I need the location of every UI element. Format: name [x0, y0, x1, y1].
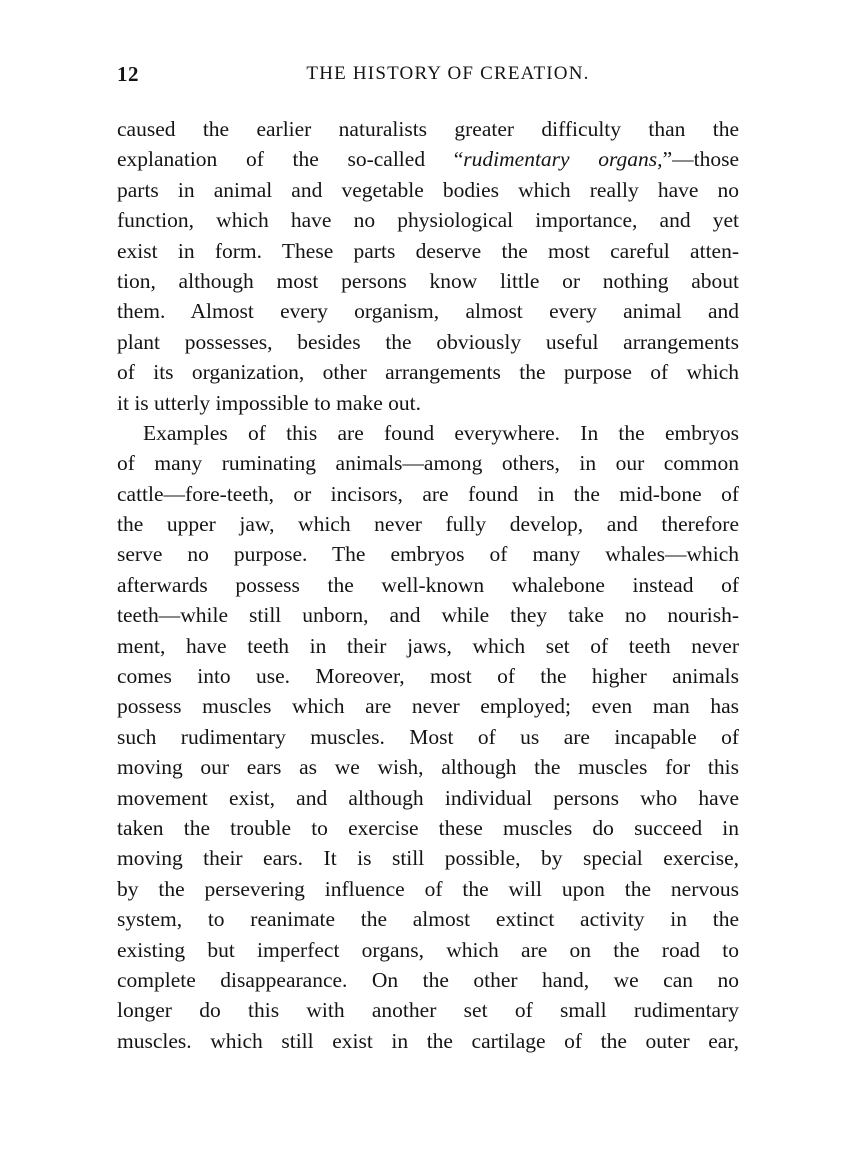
- text-line: system, to reanimate the almost extinct activity in the: [117, 907, 739, 932]
- text-line: comes into use. Moreover, most of the higher animals: [117, 664, 739, 689]
- body-text: [117, 114, 739, 1056]
- paragraph-1: [117, 114, 739, 418]
- text-line: exist in form. These parts deserve the most careful atten-: [117, 238, 739, 263]
- text-line: tion, although most persons know little or nothing about: [117, 268, 739, 293]
- text-line: function, which have no physiological importance, and yet: [117, 208, 739, 233]
- paragraph-2: [117, 418, 739, 1056]
- text-line: movement exist, and although individual persons who have: [117, 785, 739, 810]
- text-line: ment, have teeth in their jaws, which set of teeth never: [117, 633, 739, 658]
- text-line: muscles. which still exist in the cartilage of the outer ear,: [117, 1028, 739, 1053]
- text-line: it is utterly impossible to make out.: [117, 390, 421, 415]
- text-line: caused the earlier naturalists greater difficulty than the: [117, 117, 739, 141]
- text-line: taken the trouble to exercise these muscles do succeed in: [117, 815, 739, 840]
- text-line: teeth—while still unborn, and while they take no nourish-: [117, 603, 739, 628]
- running-title: THE HISTORY OF CREATION.: [306, 63, 590, 84]
- text-line: the upper jaw, which never fully develop, and therefore: [117, 512, 739, 537]
- text-line: of many ruminating animals—among others, in our common: [117, 451, 739, 476]
- text-line: by the persevering influence of the will upon the nervous: [117, 876, 739, 901]
- text-line: of its organization, other arrangements the purpose of which: [117, 360, 739, 385]
- italic-term: rudimentary organs,: [463, 147, 663, 172]
- text-line: serve no purpose. The embryos of many whales—which: [117, 542, 739, 567]
- page-number: 12: [117, 62, 139, 86]
- text-line: parts in animal and vegetable bodies which really have no: [117, 177, 739, 202]
- text-line: such rudimentary muscles. Most of us are incapable of: [117, 724, 739, 749]
- text-line: complete disappearance. On the other hand, we can no: [117, 967, 739, 992]
- text-line: them. Almost every organism, almost every animal and: [117, 299, 739, 324]
- text-line-with-italic: [117, 144, 739, 174]
- text-fragment: explanation of the so-called “: [117, 147, 464, 172]
- running-head: [117, 62, 739, 90]
- text-line: plant possesses, besides the obviously useful arrangements: [117, 329, 739, 354]
- text-fragment: ”—those: [662, 147, 739, 172]
- text-line: longer do this with another set of small rudimentary: [117, 998, 739, 1023]
- text-line: moving their ears. It is still possible, by special exercise,: [117, 846, 739, 871]
- text-line: moving our ears as we wish, although the muscles for this: [117, 755, 739, 780]
- text-line: existing but imperfect organs, which are on the road to: [117, 937, 739, 962]
- text-line: possess muscles which are never employed; even man has: [117, 694, 739, 719]
- text-line: afterwards possess the well-known whalebone instead of: [117, 572, 739, 597]
- text-line: cattle—fore-teeth, or incisors, are found in the mid-bone of: [117, 481, 739, 506]
- text-line: Examples of this are found everywhere. In the embryos: [143, 420, 739, 445]
